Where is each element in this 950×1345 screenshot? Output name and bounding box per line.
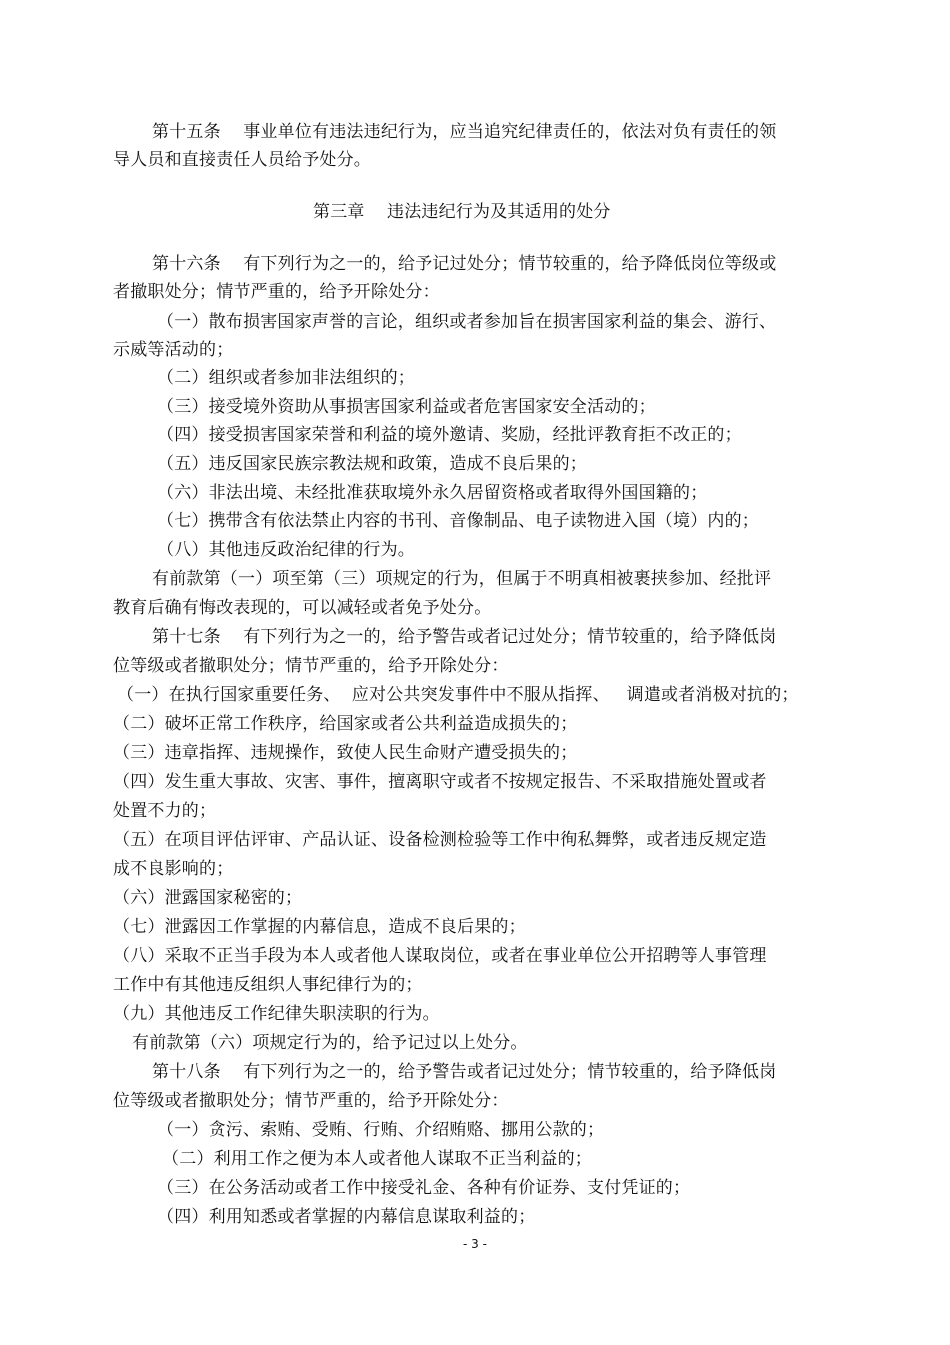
article-17-item-4: （四）发生重大事故、灾害、事件，擅离职守或者不按规定报告、不采取措施处置或者	[113, 772, 767, 792]
article-17-item-5-cont: 成不良影响的；	[113, 859, 234, 879]
article-17-item-2: （二）破坏正常工作秩序，给国家或者公共利益造成损失的；	[113, 714, 578, 734]
article-16-item-3: （三）接受境外资助从事损害国家利益或者危害国家安全活动的；	[157, 397, 656, 417]
article-16-item-4: （四）接受损害国家荣誉和利益的境外邀请、奖励，经批评教育拒不改正的；	[157, 425, 742, 445]
article-16-item-1-cont: 示威等活动的；	[113, 340, 234, 360]
article-18-item-3: （三）在公务活动或者工作中接受礼金、各种有价证券、支付凭证的；	[157, 1178, 691, 1198]
article-17-note: 有前款第（六）项规定行为的，给予记过以上处分。	[132, 1033, 528, 1053]
article-17-line-1: 第十七条 有下列行为之一的，给予警告或者记过处分；情节较重的，给予降低岗	[152, 627, 777, 647]
article-18-item-1: （一）贪污、索贿、受贿、行贿、介绍贿赂、挪用公款的；	[157, 1120, 605, 1140]
article-17-item-3: （三）违章指挥、违规操作，致使人民生命财产遭受损失的；	[113, 743, 578, 763]
article-17-item-8: （八）采取不正当手段为本人或者他人谋取岗位，或者在事业单位公开招聘等人事管理	[113, 946, 767, 966]
article-17-line-2: 位等级或者撤职处分；情节严重的，给予开除处分：	[113, 656, 509, 676]
article-16-line-2: 者撤职处分；情节严重的，给予开除处分：	[113, 282, 440, 302]
page-number: - 3 -	[463, 1237, 487, 1251]
article-17-item-6: （六）泄露国家秘密的；	[113, 888, 303, 908]
article-16-item-6: （六）非法出境、未经批准获取境外永久居留资格或者取得外国国籍的；	[157, 483, 708, 503]
article-16-note-line-2: 教育后确有悔改表现的，可以减轻或者免予处分。	[113, 598, 492, 618]
article-16-item-1: （一）散布损害国家声誉的言论，组织或者参加旨在损害国家利益的集会、游行、	[157, 312, 777, 332]
article-18-line-1: 第十八条 有下列行为之一的，给予警告或者记过处分；情节较重的，给予降低岗	[152, 1062, 777, 1082]
article-16-line-1: 第十六条 有下列行为之一的，给予记过处分；情节较重的，给予降低岗位等级或	[152, 254, 777, 274]
article-17-item-4-cont: 处置不力的；	[113, 801, 217, 821]
article-16-item-8: （八）其他违反政治纪律的行为。	[157, 540, 415, 560]
article-17-item-8-cont: 工作中有其他违反组织人事纪律行为的；	[113, 975, 423, 995]
article-16-item-5: （五）违反国家民族宗教法规和政策，造成不良后果的；	[157, 454, 587, 474]
article-17-item-9: （九）其他违反工作纪律失职渎职的行为。	[113, 1004, 440, 1024]
article-17-item-5: （五）在项目评估评审、产品认证、设备检测检验等工作中徇私舞弊，或者违反规定造	[113, 830, 767, 850]
article-18-item-4: （四）利用知悉或者掌握的内幕信息谋取利益的；	[157, 1207, 536, 1227]
article-17-item-1: （一）在执行国家重要任务、 应对公共突发事件中不服从指挥、 调遣或者消极对抗的；	[117, 685, 799, 705]
article-18-line-2: 位等级或者撤职处分；情节严重的，给予开除处分：	[113, 1091, 509, 1111]
article-17-item-7: （七）泄露因工作掌握的内幕信息，造成不良后果的；	[113, 917, 526, 937]
article-16-note-line-1: 有前款第（一）项至第（三）项规定的行为，但属于不明真相被裹挟参加、经批评	[152, 569, 772, 589]
article-18-item-2: （二）利用工作之便为本人或者他人谋取不正当利益的；	[162, 1149, 592, 1169]
article-15-line-1: 第十五条 事业单位有违法违纪行为，应当追究纪律责任的，依法对负有责任的领	[152, 122, 777, 142]
article-15-line-2: 导人员和直接责任人员给予处分。	[113, 150, 371, 170]
article-16-item-7: （七）携带含有依法禁止内容的书刊、音像制品、电子读物进入国（境）内的；	[157, 511, 759, 531]
article-16-item-2: （二）组织或者参加非法组织的；	[157, 368, 415, 388]
chapter-3-heading: 第三章 违法违纪行为及其适用的处分	[313, 202, 611, 222]
